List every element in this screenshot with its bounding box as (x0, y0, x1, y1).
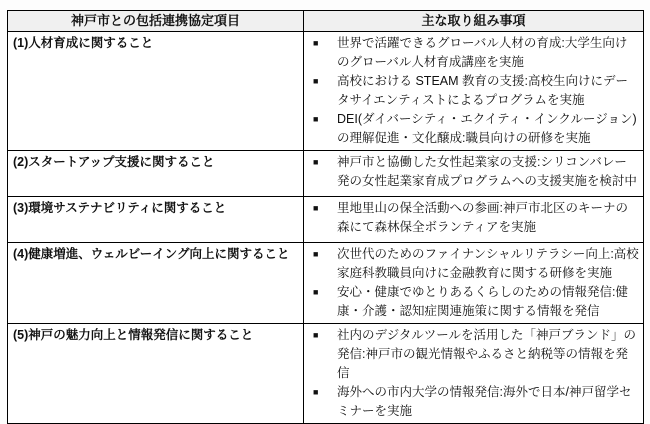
initiative-text: 高校における STEAM 教育の支援:高校生向けにデータサイエンティストによるプログラムを実施 (337, 74, 628, 107)
square-bullet-icon: ■ (313, 249, 319, 259)
header-main-initiatives: 主な取り組み事項 (304, 11, 644, 32)
square-bullet-icon: ■ (313, 287, 319, 297)
square-bullet-icon: ■ (313, 387, 319, 397)
initiative-text: 安心・健康でゆとりあるくらしのための情報発信:健康・介護・認知症関連施策に関する情報を発信 (337, 285, 628, 318)
square-bullet-icon: ■ (313, 76, 319, 86)
agreement-item-cell: (5)神戸の魅力向上と情報発信に関すること (8, 324, 304, 424)
initiative-item (311, 326, 639, 383)
initiatives-cell (304, 32, 644, 151)
header-agreement-items: 神戸市との包括連携協定項目 (8, 11, 304, 32)
agreement-item-cell: (3)環境サステナビリティに関すること (8, 197, 304, 243)
agreement-item-cell: (1)人材育成に関すること (8, 32, 304, 151)
table-row (8, 197, 644, 243)
table-row (8, 243, 644, 324)
agreement-item-cell: (4)健康増進、ウェルビーイング向上に関すること (8, 243, 304, 324)
initiative-list (311, 326, 639, 421)
initiative-text: 神戸市と協働した女性起業家の支援:シリコンバレー発の女性起業家育成プログラムへの支援実施を検討中 (337, 155, 637, 188)
square-bullet-icon: ■ (313, 114, 319, 124)
initiative-item (311, 110, 639, 148)
table-body (8, 32, 644, 424)
square-bullet-icon: ■ (313, 157, 319, 167)
square-bullet-icon: ■ (313, 203, 319, 213)
kobe-agreement-table (7, 10, 644, 424)
initiative-text: DEI(ダイバーシティ・エクイティ・インクルージョン)の理解促進・文化醸成:職員向けの研修を実施 (337, 112, 637, 145)
square-bullet-icon: ■ (313, 330, 319, 340)
initiative-item (311, 34, 639, 72)
initiative-list (311, 245, 639, 321)
initiative-item (311, 199, 639, 237)
initiative-text: 社内のデジタルツールを活用した「神戸ブランド」の発信:神戸市の観光情報やふるさと納税等の情報を発信 (337, 328, 637, 380)
table-row (8, 32, 644, 151)
table-row (8, 324, 644, 424)
initiative-item (311, 383, 639, 421)
initiative-text: 世界で活躍できるグローバル人材の育成:大学生向けのグローバル人材育成講座を実施 (337, 36, 628, 69)
table-row (8, 151, 644, 197)
initiatives-cell (304, 151, 644, 197)
initiative-item (311, 72, 639, 110)
initiative-item (311, 245, 639, 283)
initiative-text: 里地里山の保全活動への参画:神戸市北区のキーナの森にて森林保全ボランティアを実施 (337, 201, 628, 234)
initiative-list (311, 34, 639, 148)
initiatives-cell (304, 197, 644, 243)
initiatives-cell (304, 324, 644, 424)
initiative-text: 次世代のためのファイナンシャルリテラシー向上:高校家庭科教職員向けに金融教育に関する研修を実施 (337, 247, 639, 280)
agreement-item-cell: (2)スタートアップ支援に関すること (8, 151, 304, 197)
table-header-row (8, 11, 644, 32)
initiative-text: 海外への市内大学の情報発信:海外で日本/神戸留学セミナーを実施 (337, 385, 632, 418)
initiative-item (311, 153, 639, 191)
initiative-list (311, 199, 639, 237)
initiative-list (311, 153, 639, 191)
square-bullet-icon: ■ (313, 38, 319, 48)
initiative-item (311, 283, 639, 321)
initiatives-cell (304, 243, 644, 324)
